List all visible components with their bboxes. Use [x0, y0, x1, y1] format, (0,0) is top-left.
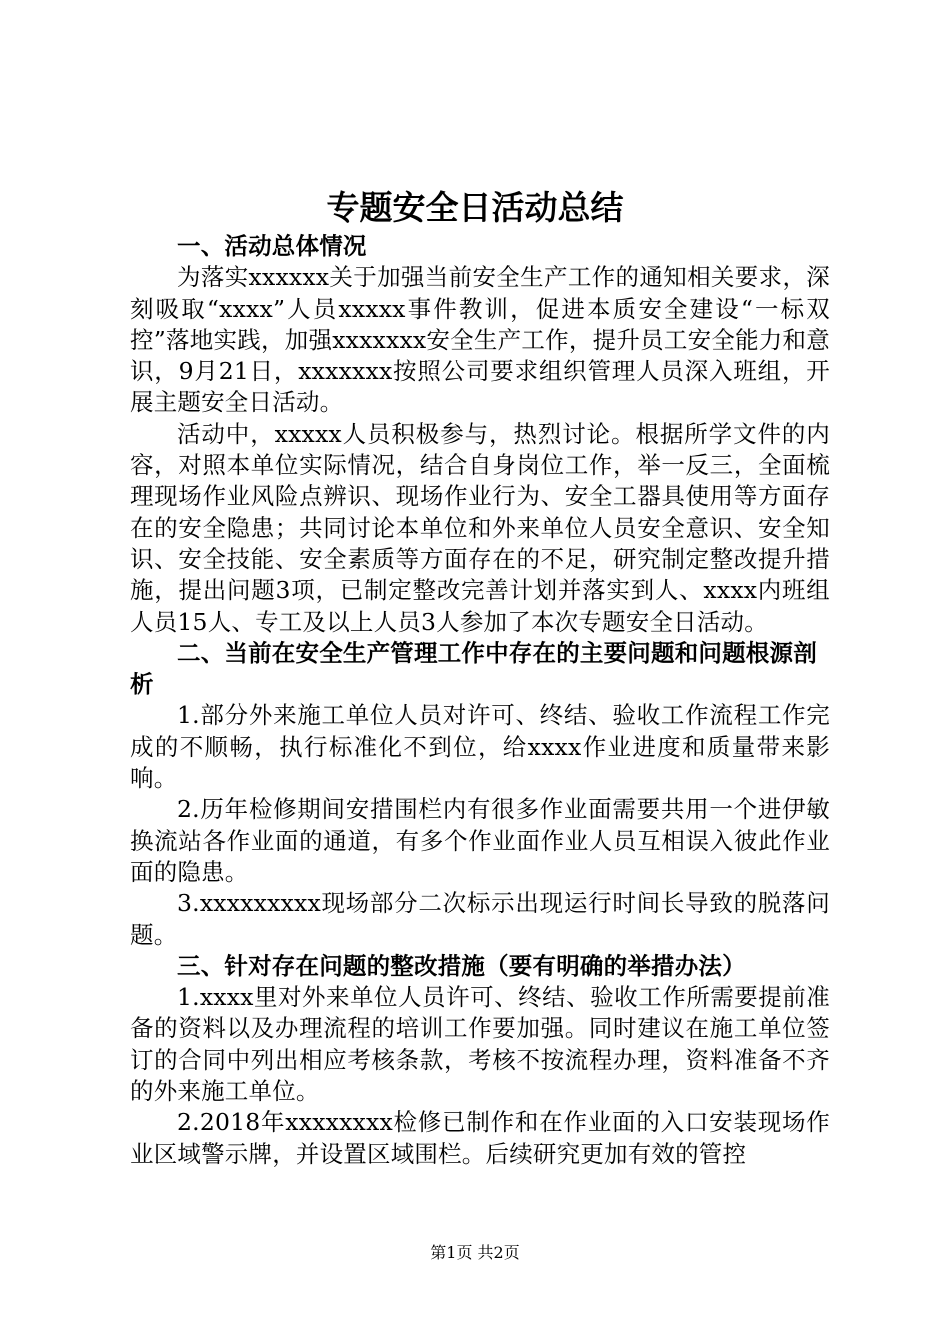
page-footer: 第1页 共2页	[430, 1243, 520, 1262]
paragraph: 1.部分外来施工单位人员对许可、终结、验收工作流程工作完成的不顺畅，执行标准化不到位，给xxxx作业进度和质量带来影响。	[130, 701, 830, 793]
section-heading-2: 二、当前在安全生产管理工作中存在的主要问题和问题根源剖析	[130, 638, 817, 699]
paragraph: 1.xxxx里对外来单位人员许可、终结、验收工作所需要提前准备的资料以及办理流程的培训工作要加强。同时建议在施工单位签订的合同中列出相应考核条款，考核不按流程办理，资料准备不齐的外来施工单位。	[130, 983, 830, 1106]
section-heading-3: 三、针对存在问题的整改措施（要有明确的举措办法）	[177, 951, 746, 980]
paragraph: 3.xxxxxxxxx现场部分二次标示出现运行时间长导致的脱落问题。	[130, 889, 830, 949]
document-title: 专题安全日活动总结	[326, 188, 624, 227]
paragraph: 2.2018年xxxxxxxx检修已制作和在作业面的入口安装现场作业区域警示牌，并设置区域围栏。后续研究更加有效的管控	[130, 1108, 830, 1168]
paragraph: 为落实xxxxxx关于加强当前安全生产工作的通知相关要求，深刻吸取“xxxx”人员xxxxx事件教训，促进本质安全建设“一标双控”落地实践，加强xxxxxxx安全生产工作，提升员工安全能力和意识，9月21日，xxxxxxx按照公司要求组织管理人员深入班组，开展主题安全日活动。	[130, 263, 830, 417]
paragraph: 2.历年检修期间安措围栏内有很多作业面需要共用一个进伊敏换流站各作业面的通道，有多个作业面作业人员互相误入彼此作业面的隐患。	[130, 795, 830, 886]
section-heading-1: 一、活动总体情况	[177, 232, 367, 260]
document-body	[130, 231, 830, 1170]
paragraph: 活动中，xxxxx人员积极参与，热烈讨论。根据所学文件的内容，对照本单位实际情况，结合自身岗位工作，举一反三，全面梳理现场作业风险点辨识、现场作业行为、安全工器具使用等方面存在的安全隐患；共同讨论本单位和外来单位人员安全意识、安全知识、安全技能、安全素质等方面存在的不足，研究制定整改提升措施，提出问题3项，已制定整改完善计划并落实到人、xxxx内班组人员15人、专工及以上人员3人参加了本次专题安全日活动。	[130, 419, 830, 636]
